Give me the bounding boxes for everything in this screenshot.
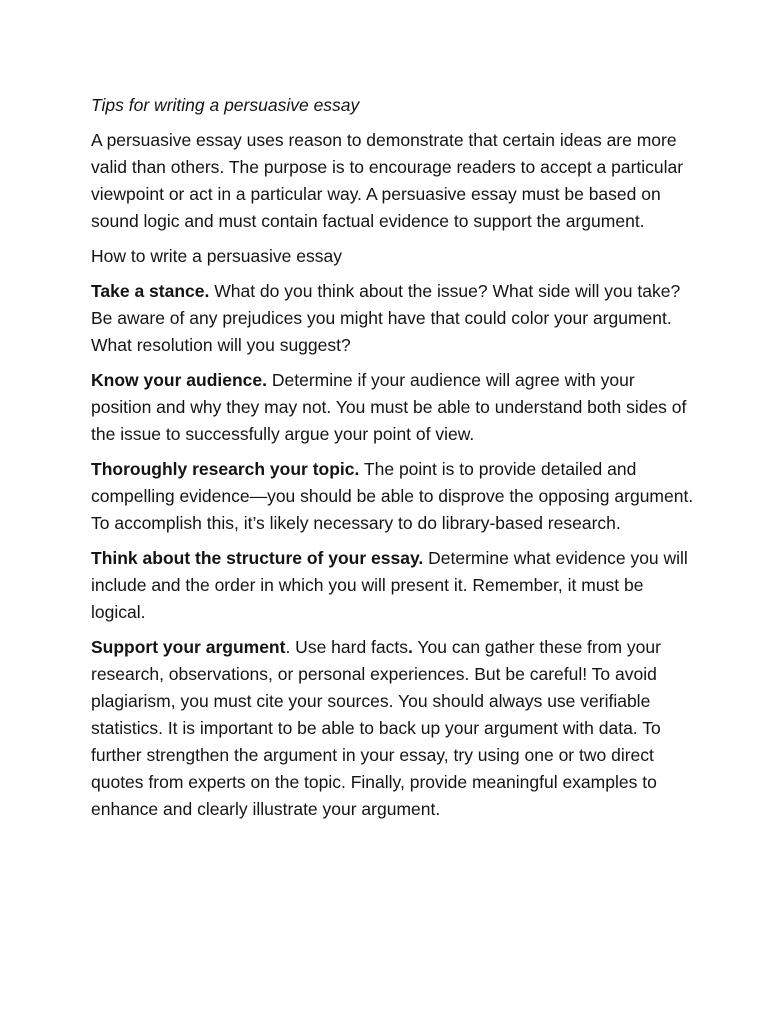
- tip-heading: Take a stance.: [91, 281, 210, 301]
- tip-text: The point is to provide detailed and compelling evidence—you should be able to disprove the opposing argument. To accomplish this, it’s likely necessary to do library-based research.: [91, 459, 694, 533]
- tip-text: What do you think about the issue? What side will you take? Be aware of any prejudices you might have that could color your argument. What resolution will you suggest?: [91, 281, 681, 355]
- document-title: Tips for writing a persuasive essay: [91, 95, 360, 115]
- tip-paragraph: [91, 634, 698, 823]
- tip-heading: Support your argument: [91, 637, 286, 657]
- tip-text: You can gather these from your research, observations, or personal experiences. But be careful! To avoid plagiarism, you must cite your sources. You should always use verifiable statistics. It is important to be able to back up your argument with data. To further strengthen the argument in your essay, try using one or two direct quotes from experts on the topic. Finally, provide meaningful examples to enhance and clearly illustrate your argument.: [91, 637, 661, 819]
- tip-text: Determine if your audience will agree with your position and why they may not. You must be able to understand both sides of the issue to successfully argue your point of view.: [91, 370, 687, 444]
- tip-text: . Use hard facts: [285, 637, 409, 657]
- tip-text: Determine what evidence you will include and the order in which you will present it. Remember, it must be logical.: [91, 548, 688, 622]
- intro-paragraph: A persuasive essay uses reason to demonstrate that certain ideas are more valid than others. The purpose is to encourage readers to accept a particular viewpoint or act in a particular way. A persuasive essay must be based on sound logic and must contain factual evidence to support the argument.: [91, 130, 684, 231]
- tip-paragraph: [91, 545, 698, 626]
- tip-paragraph: [91, 278, 698, 359]
- tip-paragraph: [91, 367, 698, 448]
- section-subheading: How to write a persuasive essay: [91, 246, 342, 266]
- tip-heading: Think about the structure of your essay.: [91, 548, 424, 568]
- tip-bold-mark: .: [408, 637, 413, 657]
- tip-paragraph: [91, 456, 698, 537]
- tip-heading: Thoroughly research your topic.: [91, 459, 360, 479]
- tip-heading: Know your audience.: [91, 370, 267, 390]
